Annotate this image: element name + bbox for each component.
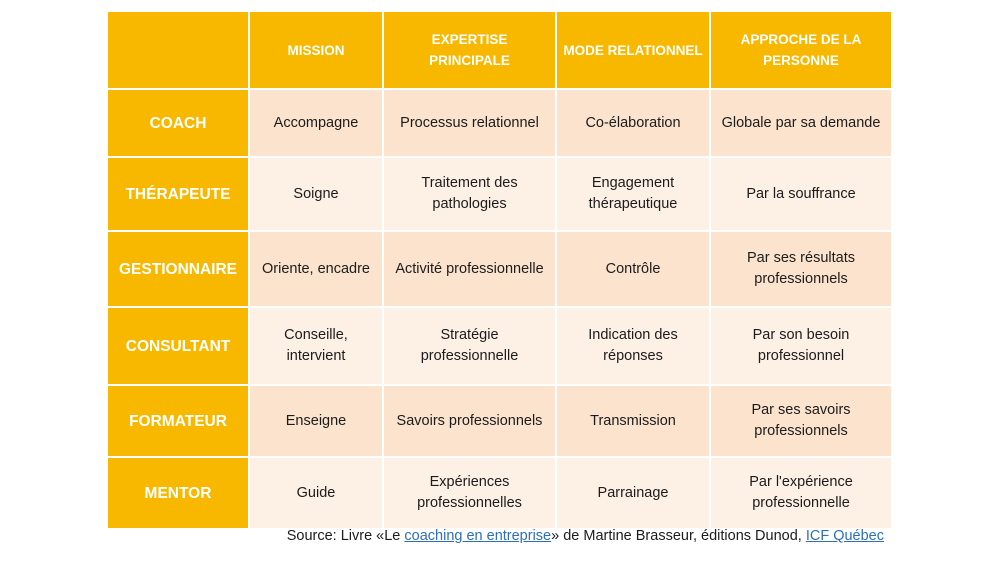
book-link[interactable]: coaching en entreprise xyxy=(404,528,552,544)
table-cell: Par l'expérience professionnelle xyxy=(710,457,892,529)
table-cell: Par ses savoirs professionnels xyxy=(710,385,892,457)
row-label: CONSULTANT xyxy=(107,307,249,385)
table-row xyxy=(107,307,892,385)
table-cell: Par la souffrance xyxy=(710,157,892,231)
table-cell: Par son besoin professionnel xyxy=(710,307,892,385)
table-cell: Enseigne xyxy=(249,385,383,457)
table-cell: Par ses résultats professionnels xyxy=(710,231,892,307)
table-row xyxy=(107,89,892,157)
table-cell: Expériences professionnelles xyxy=(383,457,556,529)
row-label: MENTOR xyxy=(107,457,249,529)
header-corner xyxy=(107,11,249,89)
table-row xyxy=(107,457,892,529)
table-cell: Parrainage xyxy=(556,457,710,529)
table-row xyxy=(107,231,892,307)
comparison-table xyxy=(106,10,893,530)
row-label: FORMATEUR xyxy=(107,385,249,457)
table-cell: Guide xyxy=(249,457,383,529)
table-cell: Engagement thérapeutique xyxy=(556,157,710,231)
source-caption xyxy=(287,528,884,544)
table-row xyxy=(107,157,892,231)
table-cell: Globale par sa demande xyxy=(710,89,892,157)
source-middle: » de Martine Brasseur, éditions Dunod, xyxy=(551,528,806,544)
table-cell: Transmission xyxy=(556,385,710,457)
header-approche: APPROCHE DE LA PERSONNE xyxy=(710,11,892,89)
row-label: GESTIONNAIRE xyxy=(107,231,249,307)
source-prefix: Source: Livre «Le xyxy=(286,528,405,544)
table-row xyxy=(107,385,892,457)
table-cell: Indication des réponses xyxy=(556,307,710,385)
table-cell: Oriente, encadre xyxy=(249,231,383,307)
header-row xyxy=(107,11,892,89)
table-cell: Soigne xyxy=(249,157,383,231)
table-cell: Traitement des pathologies xyxy=(383,157,556,231)
table-cell: Contrôle xyxy=(556,231,710,307)
row-label: COACH xyxy=(107,89,249,157)
row-label: THÉRAPEUTE xyxy=(107,157,249,231)
header-mission: MISSION xyxy=(249,11,383,89)
table-cell: Accompagne xyxy=(249,89,383,157)
header-expertise: EXPERTISE PRINCIPALE xyxy=(383,11,556,89)
table-cell: Conseille, intervient xyxy=(249,307,383,385)
icf-link[interactable]: ICF Québec xyxy=(805,528,884,544)
table-cell: Stratégie professionnelle xyxy=(383,307,556,385)
table-cell: Savoirs professionnels xyxy=(383,385,556,457)
table-cell: Co-élaboration xyxy=(556,89,710,157)
header-mode: MODE RELATIONNEL xyxy=(556,11,710,89)
table-cell: Processus relationnel xyxy=(383,89,556,157)
table-cell: Activité professionnelle xyxy=(383,231,556,307)
